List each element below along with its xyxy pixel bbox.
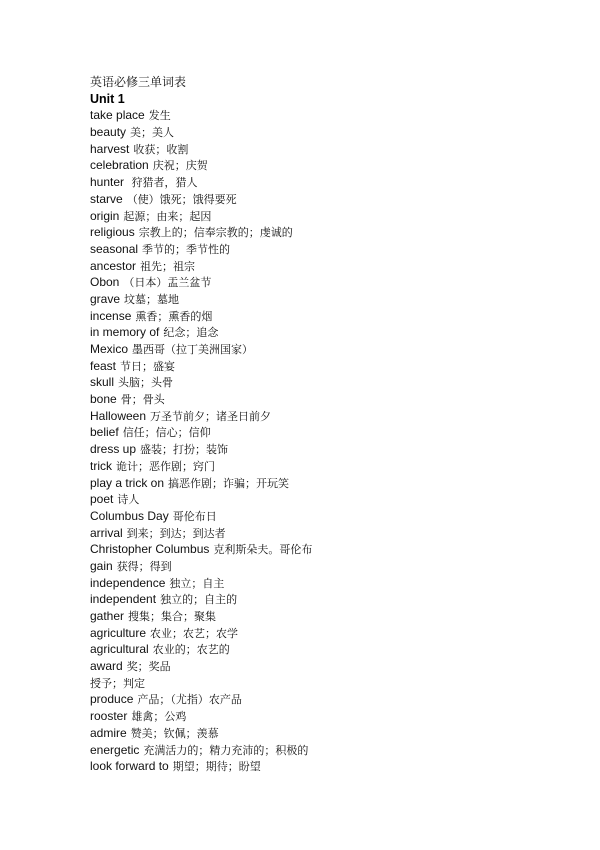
vocab-term: admire [90,725,127,740]
vocab-entry [90,475,570,492]
vocab-entry [90,641,570,658]
vocab-entry [90,141,570,158]
vocab-definition: 庆祝；庆贺 [152,159,208,173]
vocab-definition: 万圣节前夕；诸圣日前夕 [150,409,272,423]
vocab-entry [90,274,570,291]
vocab-term: in memory of [90,325,160,340]
vocab-term: award [90,659,123,674]
vocab-term: bone [90,392,117,407]
vocab-entry [90,107,570,124]
vocab-definition: （使）饿死；饿得要死 [126,192,237,206]
vocab-term: Halloween [90,408,147,423]
vocab-term: Christopher Columbus [90,542,210,557]
vocab-definition: 克利斯朵夫。哥伦布 [213,543,313,557]
vocab-term: take place [90,108,145,123]
vocab-term: feast [90,358,117,373]
vocab-term: celebration [90,158,149,173]
vocab-term: religious [90,225,135,240]
vocab-entry [90,124,570,141]
vocab-definition: 充满活力的；精力充沛的；积极的 [143,743,309,757]
vocab-term: Obon [90,275,120,290]
vocab-entry [90,742,570,759]
vocab-definition: 搜集；集合；聚集 [128,610,217,624]
vocab-term: produce [90,692,134,707]
vocab-definition: 搞恶作剧；诈骗；开玩笑 [168,476,290,490]
vocab-term: incense [90,308,132,323]
vocab-term: independent [90,592,157,607]
vocab-entry [90,758,570,775]
vocab-entry [90,691,570,708]
vocab-entry [90,441,570,458]
vocab-definition: 农业的；农艺的 [152,643,230,657]
vocab-entry [90,291,570,308]
vocab-definition: 哥伦布日 [172,509,217,523]
vocab-entry [90,558,570,575]
vocab-entry [90,358,570,375]
vocab-definition: 授予；判定 [90,676,145,690]
vocab-definition: 纪念；追念 [163,326,219,340]
vocab-term: beauty [90,125,127,140]
document-title: 英语必修三单词表 [90,75,187,89]
vocab-term: agricultural [90,642,149,657]
vocab-entry [90,708,570,725]
vocab-definition: 诡计；恶作剧；窍门 [116,459,215,473]
vocab-definition: 发生 [148,109,171,123]
vocabulary-list [90,107,570,775]
vocab-entry [90,541,570,558]
document-page [90,74,570,775]
vocab-definition: 骨；骨头 [120,393,165,407]
vocab-term: skull [90,375,115,390]
vocab-definition: 节日；盛宴 [120,359,176,373]
vocab-term: Columbus Day [90,508,169,523]
vocab-term: starve [90,191,123,206]
vocab-definition: 独立的；自主的 [160,593,238,607]
vocab-definition: 信任；信心；信仰 [122,426,211,440]
vocab-entry [90,575,570,592]
vocab-term: belief [90,425,119,440]
vocab-entry [90,625,570,642]
vocab-term: origin [90,208,120,223]
vocab-entry [90,725,570,742]
vocab-definition: 盛装；打扮；装饰 [140,443,229,457]
vocab-definition: 产品；（尤指）农产品 [137,693,242,707]
vocab-entry [90,241,570,258]
vocab-term: Mexico [90,342,129,357]
vocab-entry [90,308,570,325]
vocab-term: play a trick on [90,475,165,490]
vocab-term: harvest [90,141,130,156]
vocab-entry [90,424,570,441]
vocab-entry [90,491,570,508]
vocab-definition: 农业；农艺；农学 [150,626,239,640]
vocab-term: dress up [90,442,137,457]
vocab-entry [90,174,570,191]
vocab-entry [90,458,570,475]
vocab-entry [90,658,570,675]
vocab-term: ancestor [90,258,137,273]
vocab-definition: 到来；到达；到达者 [126,526,226,540]
vocab-term: agriculture [90,625,147,640]
vocab-definition: 赞美；钦佩；羡慕 [130,726,219,740]
vocab-entry [90,608,570,625]
vocab-definition: 起源；由来；起因 [123,209,212,223]
vocab-definition: 狩猎者，猎人 [128,176,198,190]
vocab-definition: 独立；自主 [169,576,225,590]
vocab-term: arrival [90,525,123,540]
vocab-definition: 奖；奖品 [126,660,171,674]
vocab-definition: 期望；期待；盼望 [172,760,261,774]
vocab-entry [90,324,570,341]
vocab-entry [90,341,570,358]
vocab-definition: 雄禽；公鸡 [131,710,187,724]
vocab-definition: 获得；得到 [116,559,172,573]
vocab-term: energetic [90,742,140,757]
vocab-term: gain [90,558,113,573]
vocab-term: independence [90,575,166,590]
vocab-term: poet [90,492,114,507]
vocab-entry [90,374,570,391]
vocab-definition: 季节的；季节性的 [142,242,231,256]
vocab-definition: （日本）盂兰盆节 [123,276,212,290]
vocab-entry [90,391,570,408]
vocab-definition: 祖先；祖宗 [140,259,196,273]
vocab-definition: 熏香；熏香的烟 [135,309,213,323]
vocab-definition: 头脑；头骨 [118,376,174,390]
vocab-definition: 诗人 [117,493,140,507]
vocab-entry [90,208,570,225]
vocab-term: seasonal [90,241,139,256]
vocab-term: grave [90,291,121,306]
vocab-definition: 收获；收割 [133,142,189,156]
vocab-entry [90,591,570,608]
vocab-entry [90,675,570,692]
vocab-term: hunter [90,175,125,190]
vocab-entry [90,157,570,174]
vocab-term: rooster [90,709,128,724]
vocab-entry [90,191,570,208]
vocab-term: look forward to [90,759,169,774]
vocab-term: gather [90,609,125,624]
vocab-entry [90,525,570,542]
unit-heading: Unit 1 [90,91,125,106]
vocab-definition: 坟墓；墓地 [124,292,180,306]
vocab-entry [90,258,570,275]
vocab-entry [90,408,570,425]
vocab-term: trick [90,458,112,473]
vocab-definition: 宗教上的；信奉宗教的；虔诚的 [138,226,293,240]
vocab-definition: 美；美人 [130,126,175,140]
vocab-entry [90,508,570,525]
vocab-entry [90,224,570,241]
vocab-definition: 墨西哥（拉丁美洲国家） [132,343,254,357]
